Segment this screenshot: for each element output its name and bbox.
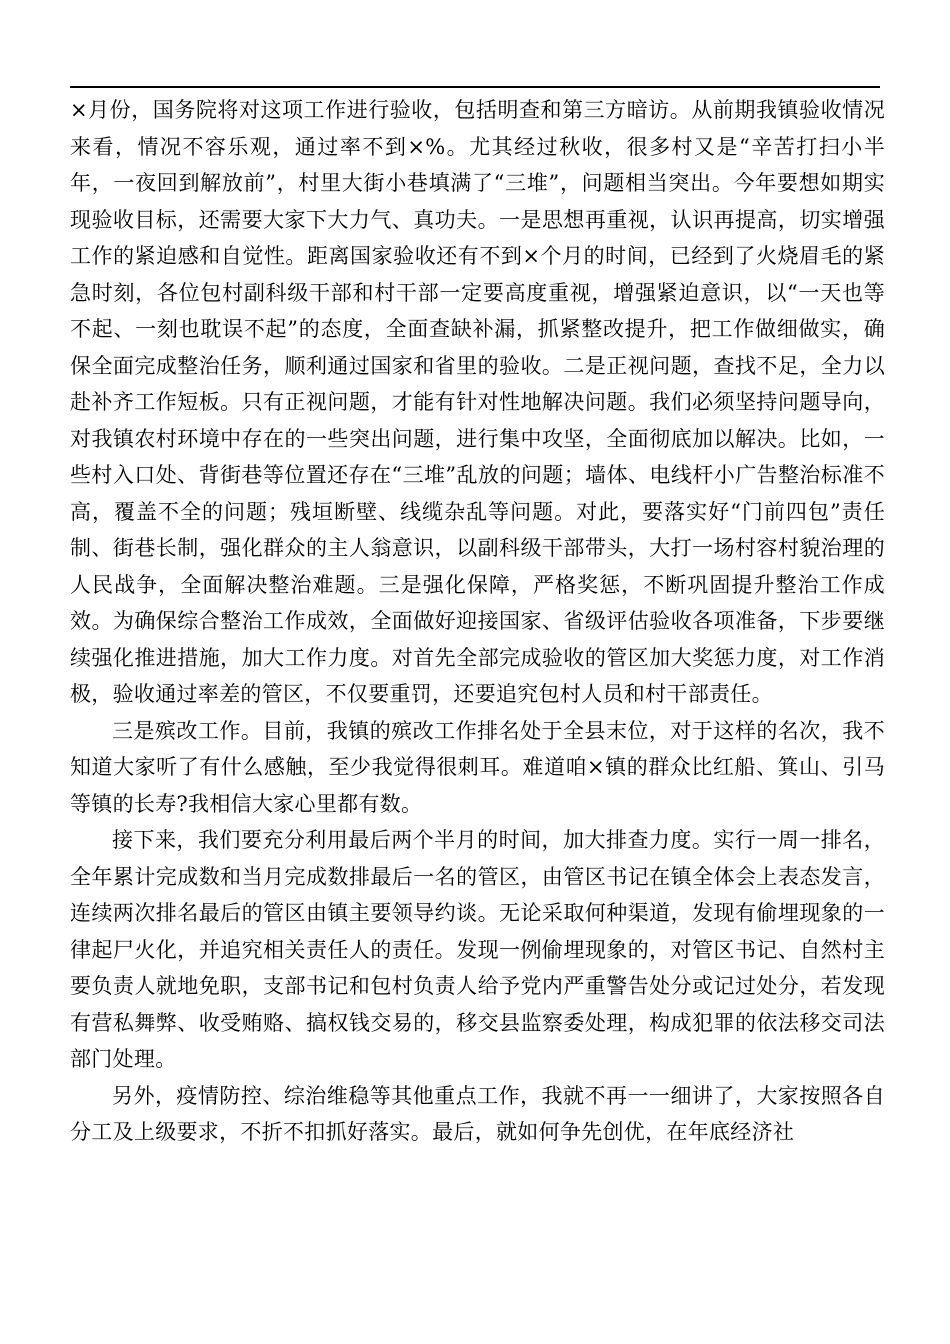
document-body [70, 92, 885, 1151]
paragraph-3: 接下来，我们要充分利用最后两个半月的时间，加大排查力度。实行一周一排名，全年累计完成数和当月完成数排最后一名的管区，由管区书记在镇全体会上表态发言，连续两次排名最后的管区由镇主要领导约谈。无论采取何种渠道，发现有偷埋现象的一律起尸火化，并追究相关责任人的责任。发现一例偷埋现象的，对管区书记、自然村主要负责人就地免职，支部书记和包村负责人给予党内严重警告处分或记过处分，若发现有营私舞弊、收受贿赂、搞权钱交易的，移交县监察委处理，构成犯罪的依法移交司法部门处理。 [70, 828, 885, 1071]
paragraph-1: ×月份，国务院将对这项工作进行验收，包括明查和第三方暗访。从前期我镇验收情况来看，情况不容乐观，通过率不到×%。尤其经过秋收，很多村又是“辛苦打扫小半年，一夜回到解放前”，村里大街小巷填满了“三堆”，问题相当突出。今年要想如期实现验收目标，还需要大家下大力气、真功夫。一是思想再重视，认识再提高，切实增强工作的紧迫感和自觉性。距离国家验收还有不到×个月的时间，已经到了火烧眉毛的紧急时刻，各位包村副科级干部和村干部一定要高度重视，增强紧迫意识，以“一天也等不起、一刻也耽误不起”的态度，全面查缺补漏，抓紧整改提升，把工作做细做实，确保全面完成整治任务，顺利通过国家和省里的验收。二是正视问题，查找不足，全力以赴补齐工作短板。只有正视问题，才能有针对性地解决问题。我们必须坚持问题导向，对我镇农村环境中存在的一些突出问题，进行集中攻坚，全面彻底加以解决。比如，一些村入口处、背街巷等位置还存在“三堆”乱放的问题；墙体、电线杆小广告整治标准不高，覆盖不全的问题；残垣断壁、线缆杂乱等问题。对此，要落实好“门前四包”责任制、街巷长制，强化群众的主人翁意识，以副科级干部带头，大打一场村容村貌治理的人民战争，全面解决整治难题。三是强化保障，严格奖惩，不断巩固提升整治工作成效。为确保综合整治工作成效，全面做好迎接国家、省级评估验收各项准备，下步要继续强化推进措施，加大工作力度。对首先全部完成验收的管区加大奖惩力度，对工作消极，验收通过率差的管区，不仅要重罚，还要追究包村人员和村干部责任。 [70, 98, 885, 706]
paragraph-2: 三是殡改工作。目前，我镇的殡改工作排名处于全县末位，对于这样的名次，我不知道大家听了有什么感触，至少我觉得很刺耳。难道咱×镇的群众比红船、箕山、引马等镇的长寿?我相信大家心里都有数。 [70, 718, 885, 816]
paragraph-4: 另外，疫情防控、综治维稳等其他重点工作，我就不再一一细讲了，大家按照各自分工及上级要求，不折不扣抓好落实。最后，就如何争先创优，在年底经济社 [70, 1083, 885, 1144]
header-rule [70, 86, 880, 88]
